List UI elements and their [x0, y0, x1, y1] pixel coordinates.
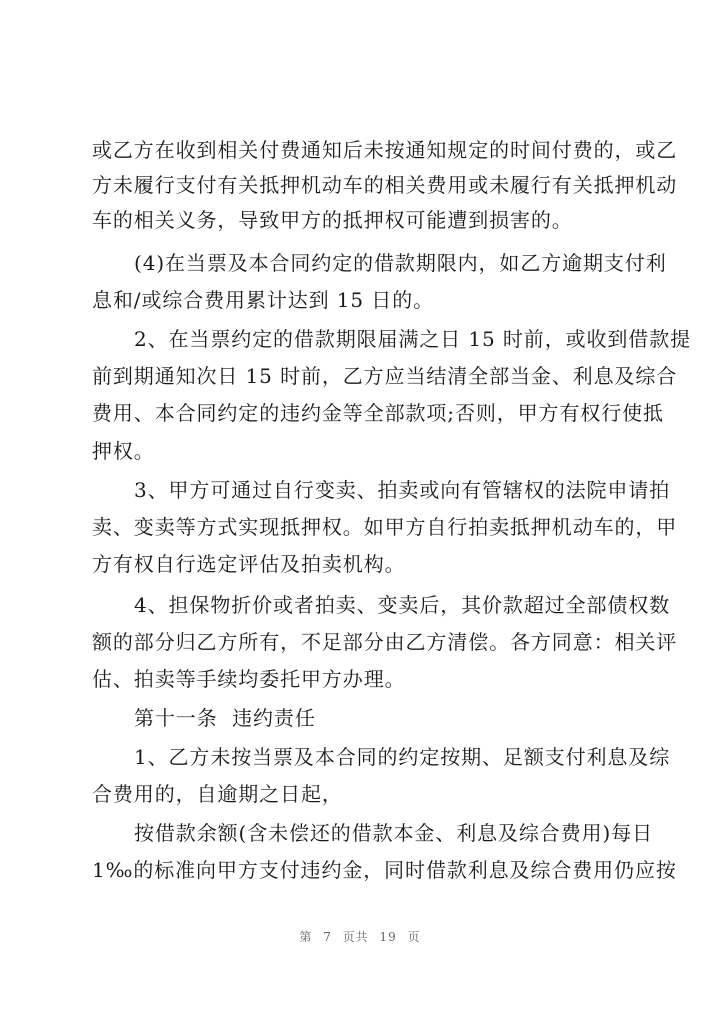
text-line: 息和/或综合费用累计达到 15 日的。 [92, 288, 435, 312]
text-line: 1‰的标准向甲方支付违约金，同时借款利息及综合费用仍应按 [92, 858, 677, 882]
section-heading: 第十一条 违约责任 [134, 706, 316, 730]
text-line: 卖、变卖等方式实现抵押权。如甲方自行拍卖抵押机动车的，甲 [92, 515, 678, 539]
page-footer [0, 928, 720, 945]
text-line: 或乙方在收到相关付费通知后未按通知规定的时间付费的，或乙 [92, 138, 678, 162]
footer-suffix: 页 [407, 930, 421, 944]
text-line: (4)在当票及本合同约定的借款期限内，如乙方逾期支付利 [134, 251, 667, 275]
text-line: 方有权自行选定评估及拍卖机构。 [92, 552, 406, 576]
text-line: 4、担保物折价或者拍卖、变卖后，其价款超过全部债权数 [134, 593, 671, 617]
text-line: 估、拍卖等手续均委托甲方办理。 [92, 667, 406, 691]
footer-page-number: 7 [323, 930, 332, 944]
text-line: 押权。 [92, 439, 155, 463]
text-line: 1、乙方未按当票及本合同的约定按期、足额支付利息及综 [134, 745, 671, 769]
text-line: 按借款余额(含未偿还的借款本金、利息及综合费用)每日 [134, 821, 654, 845]
text-line: 额的部分归乙方所有，不足部分由乙方清偿。各方同意：相关评 [92, 630, 678, 654]
text-line: 2、在当票约定的借款期限届满之日 15 时前，或收到借款提 [134, 327, 691, 351]
footer-total-pages: 19 [379, 930, 397, 944]
text-line: 方未履行支付有关抵押机动车的相关费用或未履行有关抵押机动 [92, 173, 678, 197]
footer-middle: 页共 [342, 930, 369, 944]
text-line: 前到期通知次日 15 时前，乙方应当结清全部当金、利息及综合 [92, 364, 678, 388]
text-line: 费用、本合同约定的违约金等全部款项;否则，甲方有权行使抵 [92, 401, 664, 425]
text-line: 3、甲方可通过自行变卖、拍卖或向有管辖权的法院申请拍 [134, 478, 671, 502]
text-line: 合费用的，自逾期之日起， [92, 782, 343, 806]
footer-prefix: 第 [299, 930, 313, 944]
text-line: 车的相关义务，导致甲方的抵押权可能遭到损害的。 [92, 208, 573, 232]
